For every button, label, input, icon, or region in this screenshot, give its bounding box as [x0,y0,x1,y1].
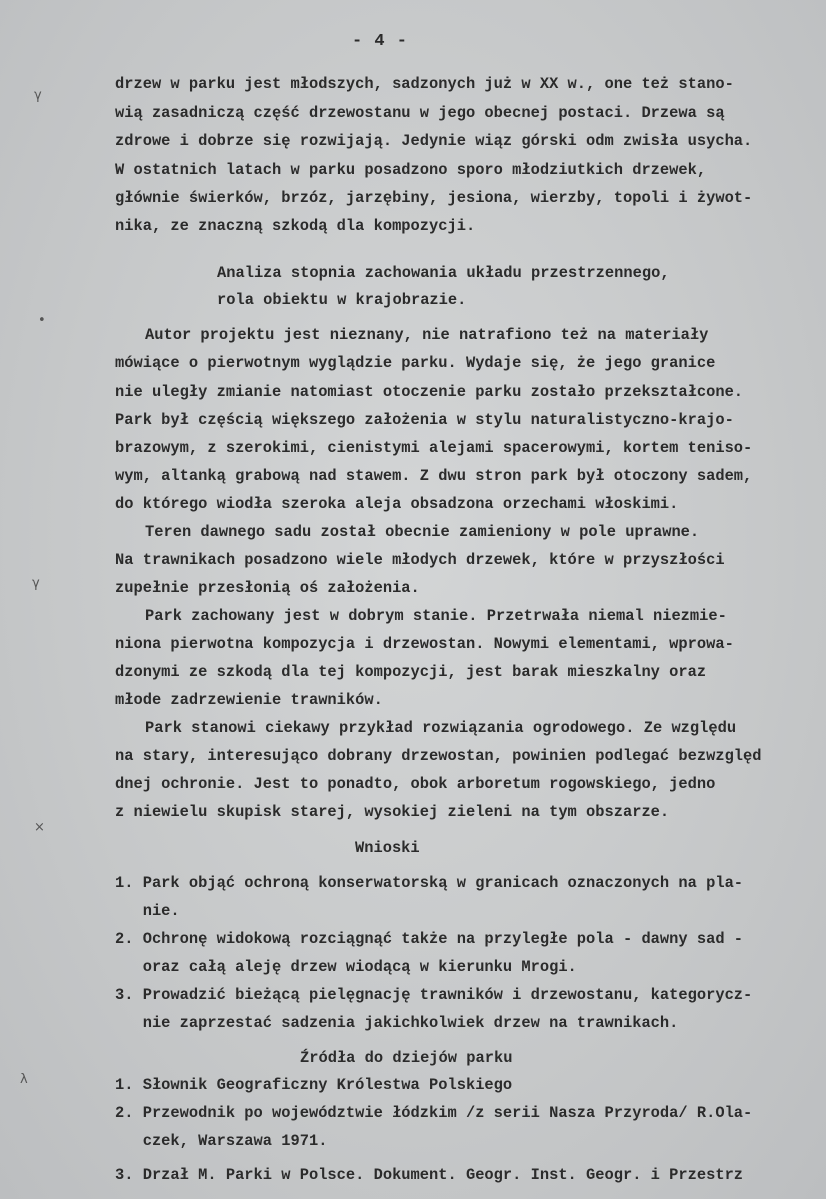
analysis-line-11: Park zachowany jest w dobrym stanie. Przetrwała niemal niezmie- [145,607,727,625]
analysis-line-15: Park stanowi ciekawy przykład rozwiązania ogrodowego. Ze względu [145,719,737,737]
analysis-line-13: dzonymi ze szkodą dla tej kompozycji, jest barak mieszkalny oraz [115,663,707,681]
analysis-heading-line-2: rola obiektu w krajobrazie. [217,291,467,309]
intro-line-3: zdrowe i dobrze się rozwijają. Jedynie wiąz górski odm zwisła usycha. [115,132,753,150]
source-line-3: czek, Warszawa 1971. [115,1132,328,1150]
analysis-line-2: mówiące o pierwotnym wyglądzie parku. Wydaje się, że jego granice [115,354,716,372]
source-line-2: 2. Przewodnik po województwie łódzkim /z serii Nasza Przyroda/ R.Ola- [115,1104,753,1122]
analysis-line-18: z niewielu skupisk starej, wysokiej zieleni na tym obszarze. [115,803,670,821]
page-number: - 4 - [352,32,409,51]
margin-mark: λ [20,1072,28,1087]
intro-line-2: wią zasadniczą część drzewostanu w jego obecnej postaci. Drzewa są [115,104,725,122]
analysis-line-1: Autor projektu jest nieznany, nie natrafiono też na materiały [145,326,709,344]
intro-line-5: głównie świerków, brzóz, jarzębiny, jesiona, wierzby, topoli i żywot- [115,189,753,207]
analysis-heading-line-1: Analiza stopnia zachowania układu przestrzennego, [217,264,670,282]
analysis-line-14: młode zadrzewienie trawników. [115,691,383,709]
conclusion-line-3: 2. Ochronę widokową rozciągnąć także na przyległe pola - dawny sad - [115,930,744,948]
conclusion-line-5: 3. Prowadzić bieżącą pielęgnację trawników i drzewostanu, kategorycz- [115,986,753,1004]
margin-mark: γ [32,576,40,591]
margin-mark: • [38,313,46,328]
analysis-line-7: do którego wiodła szeroka aleja obsadzona orzechami włoskimi. [115,495,679,513]
intro-line-6: nika, ze znaczną szkodą dla kompozycji. [115,217,476,235]
analysis-line-5: brazowym, z szerokimi, cienistymi alejami spacerowymi, kortem teniso- [115,439,753,457]
intro-line-4: W ostatnich latach w parku posadzono sporo młodziutkich drzewek, [115,161,707,179]
analysis-line-10: zupełnie przesłonią oś założenia. [115,579,420,597]
analysis-line-4: Park był częścią większego założenia w stylu naturalistyczno-krajo- [115,411,734,429]
conclusion-line-2: nie. [115,902,180,920]
analysis-line-3: nie uległy zmianie natomiast otoczenie parku zostało przekształcone. [115,383,744,401]
sources-heading: Źródła do dziejów parku [300,1049,513,1067]
conclusions-heading: Wnioski [355,839,420,857]
conclusion-line-4: oraz całą aleję drzew wiodącą w kierunku Mrogi. [115,958,577,976]
analysis-line-9: Na trawnikach posadzono wiele młodych drzewek, które w przyszłości [115,551,725,569]
analysis-line-12: niona pierwotna kompozycja i drzewostan. Nowymi elementami, wprowa- [115,635,734,653]
intro-line-1: drzew w parku jest młodszych, sadzonych już w XX w., one też stano- [115,75,734,93]
source-line-4: 3. Drzał M. Parki w Polsce. Dokument. Geogr. Inst. Geogr. i Przestrz [115,1166,744,1184]
analysis-line-6: wym, altanką grabową nad stawem. Z dwu stron park był otoczony sadem, [115,467,753,485]
analysis-line-8: Teren dawnego sadu został obecnie zamieniony w pole uprawne. [145,523,700,541]
margin-mark: γ [34,88,42,103]
conclusion-line-6: nie zaprzestać sadzenia jakichkolwiek drzew na trawnikach. [115,1014,679,1032]
conclusion-line-1: 1. Park objąć ochroną konserwatorską w granicach oznaczonych na pla- [115,874,744,892]
analysis-line-16: na stary, interesująco dobrany drzewostan, powinien podlegać bezwzględ [115,747,762,765]
source-line-1: 1. Słownik Geograficzny Królestwa Polskiego [115,1076,513,1094]
analysis-line-17: dnej ochronie. Jest to ponadto, obok arboretum rogowskiego, jedno [115,775,716,793]
margin-mark: × [34,820,45,835]
